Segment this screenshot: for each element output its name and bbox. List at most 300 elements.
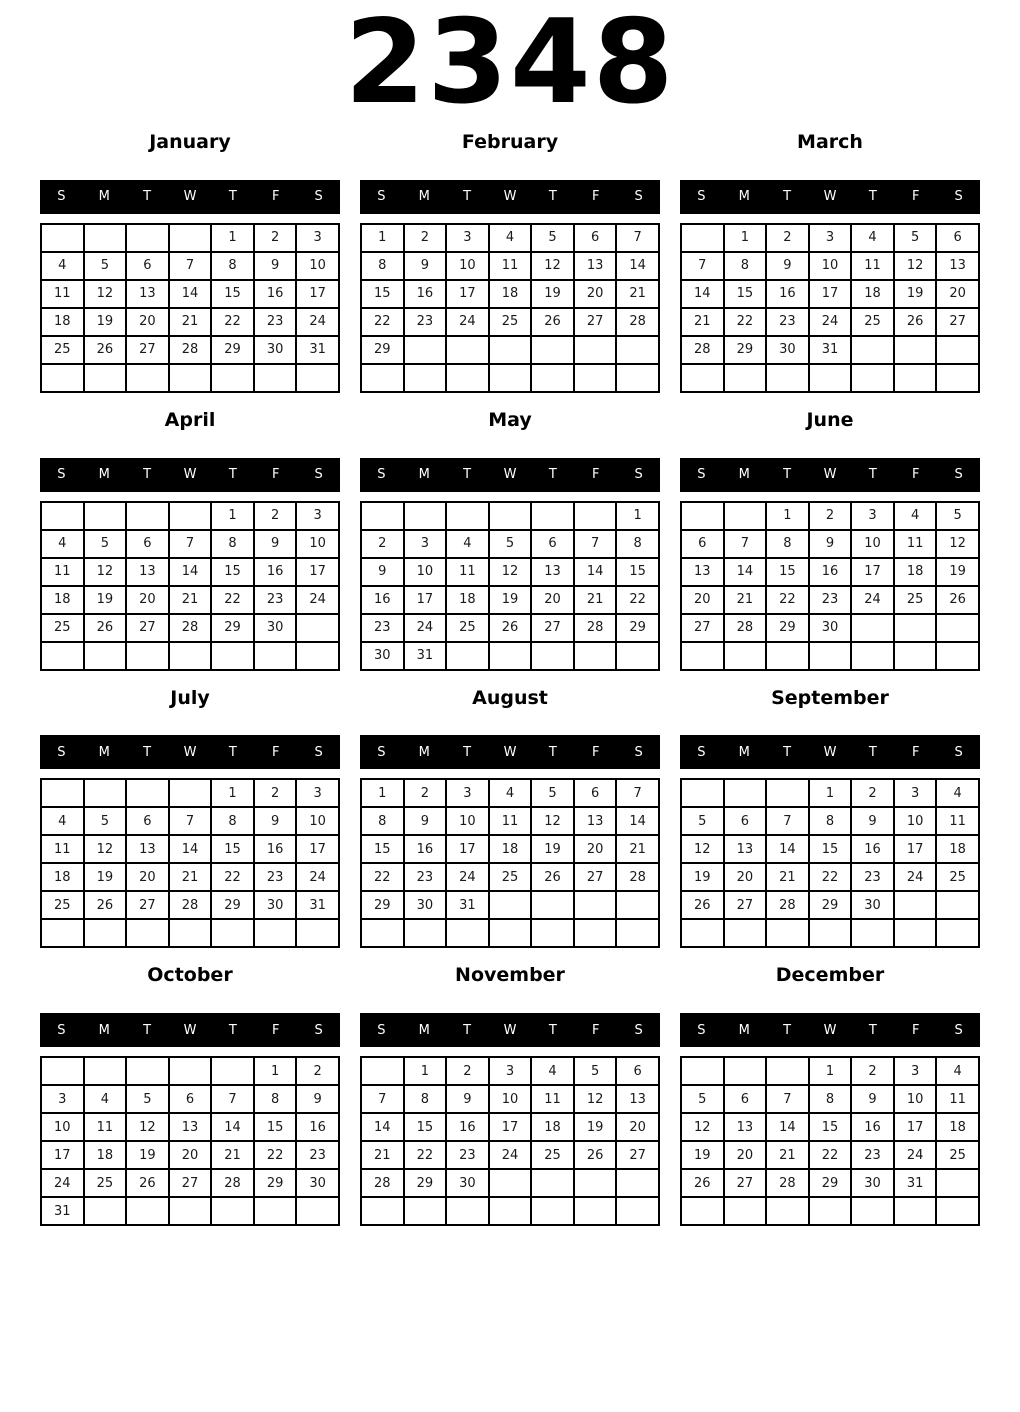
day-cell: 10	[296, 252, 339, 280]
day-cell	[574, 919, 617, 947]
day-cell: 17	[404, 586, 447, 614]
day-cell: 3	[894, 779, 937, 807]
day-cell: 17	[809, 280, 852, 308]
month-days-table	[360, 778, 660, 948]
day-cell: 23	[851, 1141, 894, 1169]
day-cell	[894, 364, 937, 392]
day-cell: 10	[296, 807, 339, 835]
day-cell: 23	[254, 863, 297, 891]
day-cell: 6	[126, 530, 169, 558]
day-cell: 12	[531, 252, 574, 280]
day-cell: 29	[211, 336, 254, 364]
weekday-label: T	[463, 1022, 472, 1038]
weekday-label: F	[911, 467, 920, 483]
day-cell	[84, 224, 127, 252]
week-row	[681, 1085, 979, 1113]
day-cell: 4	[84, 1085, 127, 1113]
month-title: December	[775, 964, 885, 987]
day-cell: 27	[169, 1169, 212, 1197]
week-row	[681, 1141, 979, 1169]
week-row	[41, 919, 339, 947]
day-cell	[936, 919, 979, 947]
day-cell: 6	[574, 779, 617, 807]
day-cell	[404, 336, 447, 364]
day-cell: 1	[211, 502, 254, 530]
day-cell	[936, 1169, 979, 1197]
day-cell: 18	[84, 1141, 127, 1169]
day-cell: 24	[296, 863, 339, 891]
day-cell: 8	[361, 252, 404, 280]
day-cell: 1	[809, 779, 852, 807]
day-cell: 26	[84, 336, 127, 364]
day-cell: 26	[126, 1169, 169, 1197]
day-cell	[936, 1197, 979, 1225]
day-cell: 5	[936, 502, 979, 530]
day-cell: 3	[446, 224, 489, 252]
day-cell	[574, 642, 617, 670]
day-cell: 19	[84, 308, 127, 336]
day-cell: 9	[404, 252, 447, 280]
day-cell: 2	[851, 1057, 894, 1085]
day-cell: 30	[296, 1169, 339, 1197]
weekday-label: T	[463, 467, 472, 483]
day-cell	[211, 642, 254, 670]
day-cell: 25	[489, 863, 532, 891]
day-cell: 11	[41, 280, 84, 308]
day-cell: 10	[851, 530, 894, 558]
day-cell: 14	[169, 558, 212, 586]
day-cell: 22	[809, 863, 852, 891]
month-days-table	[680, 1056, 980, 1226]
day-cell: 6	[126, 252, 169, 280]
day-cell	[489, 919, 532, 947]
day-cell: 10	[894, 1085, 937, 1113]
day-cell: 11	[446, 558, 489, 586]
week-row	[361, 558, 659, 586]
weekday-label: F	[591, 189, 600, 205]
weekday-header-bar	[40, 458, 340, 492]
day-cell	[724, 364, 767, 392]
day-cell: 25	[84, 1169, 127, 1197]
day-cell: 23	[404, 863, 447, 891]
week-row	[41, 224, 339, 252]
day-cell: 10	[446, 252, 489, 280]
day-cell: 30	[404, 891, 447, 919]
day-cell: 24	[489, 1141, 532, 1169]
day-cell	[531, 1197, 574, 1225]
day-cell: 7	[616, 779, 659, 807]
day-cell: 19	[84, 863, 127, 891]
week-row	[681, 530, 979, 558]
day-cell: 10	[296, 530, 339, 558]
day-cell: 15	[616, 558, 659, 586]
day-cell: 17	[296, 280, 339, 308]
weekday-label: T	[143, 744, 152, 760]
day-cell	[296, 1197, 339, 1225]
day-cell: 19	[894, 280, 937, 308]
day-cell: 5	[84, 807, 127, 835]
week-row	[361, 252, 659, 280]
day-cell	[126, 642, 169, 670]
day-cell: 7	[766, 807, 809, 835]
weekday-label: S	[314, 189, 323, 205]
week-row	[681, 1197, 979, 1225]
day-cell: 28	[681, 336, 724, 364]
day-cell: 22	[724, 308, 767, 336]
day-cell	[574, 502, 617, 530]
day-cell: 3	[809, 224, 852, 252]
day-cell	[766, 364, 809, 392]
day-cell: 11	[851, 252, 894, 280]
day-cell	[489, 642, 532, 670]
week-row	[361, 364, 659, 392]
weekday-label: W	[503, 189, 517, 205]
day-cell: 29	[211, 891, 254, 919]
weekday-header-bar	[360, 1013, 660, 1047]
day-cell: 25	[531, 1141, 574, 1169]
month-days-table	[360, 223, 660, 393]
day-cell	[126, 364, 169, 392]
day-cell: 8	[211, 530, 254, 558]
day-cell: 27	[126, 614, 169, 642]
week-row	[361, 919, 659, 947]
weekday-label: M	[738, 189, 750, 205]
week-row	[41, 308, 339, 336]
day-cell: 2	[254, 502, 297, 530]
day-cell: 3	[296, 779, 339, 807]
day-cell: 4	[489, 779, 532, 807]
day-cell: 8	[211, 807, 254, 835]
week-row	[361, 642, 659, 670]
day-cell: 27	[724, 1169, 767, 1197]
day-cell: 24	[404, 614, 447, 642]
day-cell: 29	[809, 1169, 852, 1197]
day-cell: 6	[574, 224, 617, 252]
day-cell: 13	[574, 807, 617, 835]
month-title: January	[149, 130, 231, 153]
day-cell: 3	[404, 530, 447, 558]
day-cell: 24	[296, 308, 339, 336]
day-cell	[724, 502, 767, 530]
week-row	[41, 891, 339, 919]
week-row	[361, 336, 659, 364]
day-cell: 16	[766, 280, 809, 308]
day-cell: 16	[361, 586, 404, 614]
day-cell	[211, 364, 254, 392]
day-cell: 1	[361, 224, 404, 252]
day-cell: 25	[41, 614, 84, 642]
day-cell: 19	[126, 1141, 169, 1169]
day-cell	[84, 1197, 127, 1225]
day-cell: 4	[489, 224, 532, 252]
day-cell	[851, 336, 894, 364]
day-cell: 18	[936, 1113, 979, 1141]
day-cell: 30	[254, 336, 297, 364]
day-cell: 3	[894, 1057, 937, 1085]
day-cell: 17	[851, 558, 894, 586]
day-cell: 30	[809, 614, 852, 642]
weekday-label: S	[697, 1022, 706, 1038]
day-cell	[531, 502, 574, 530]
day-cell: 5	[489, 530, 532, 558]
weekday-label: S	[377, 1022, 386, 1038]
day-cell: 3	[446, 779, 489, 807]
day-cell: 19	[936, 558, 979, 586]
day-cell: 23	[254, 586, 297, 614]
day-cell	[531, 336, 574, 364]
day-cell: 11	[41, 558, 84, 586]
day-cell: 21	[616, 280, 659, 308]
weekday-label: W	[503, 467, 517, 483]
weekday-label: T	[228, 467, 237, 483]
day-cell: 13	[574, 252, 617, 280]
week-row	[361, 586, 659, 614]
day-cell: 23	[404, 308, 447, 336]
day-cell: 14	[724, 558, 767, 586]
week-row	[41, 642, 339, 670]
weekday-label: W	[823, 744, 837, 760]
day-cell: 22	[211, 586, 254, 614]
day-cell	[296, 642, 339, 670]
day-cell: 20	[531, 586, 574, 614]
day-cell	[126, 224, 169, 252]
day-cell	[361, 919, 404, 947]
day-cell: 9	[254, 252, 297, 280]
day-cell: 23	[296, 1141, 339, 1169]
day-cell: 9	[254, 530, 297, 558]
day-cell: 14	[766, 1113, 809, 1141]
day-cell: 12	[84, 558, 127, 586]
day-cell: 30	[254, 614, 297, 642]
day-cell: 22	[404, 1141, 447, 1169]
day-cell: 7	[681, 252, 724, 280]
week-row	[41, 1197, 339, 1225]
day-cell: 20	[574, 835, 617, 863]
weekday-label: F	[911, 1022, 920, 1038]
day-cell: 30	[446, 1169, 489, 1197]
week-row	[361, 1197, 659, 1225]
day-cell: 13	[531, 558, 574, 586]
day-cell: 26	[681, 1169, 724, 1197]
year-title: 2348	[344, 0, 676, 130]
week-row	[361, 779, 659, 807]
day-cell: 13	[616, 1085, 659, 1113]
day-cell	[894, 336, 937, 364]
day-cell: 17	[894, 1113, 937, 1141]
day-cell: 28	[724, 614, 767, 642]
weekday-label: T	[228, 744, 237, 760]
day-cell: 25	[41, 891, 84, 919]
day-cell: 15	[766, 558, 809, 586]
day-cell: 14	[681, 280, 724, 308]
day-cell	[169, 642, 212, 670]
day-cell: 9	[404, 807, 447, 835]
day-cell	[126, 919, 169, 947]
day-cell: 16	[404, 835, 447, 863]
week-row	[361, 308, 659, 336]
month-title: April	[164, 408, 216, 431]
day-cell	[126, 1057, 169, 1085]
day-cell: 31	[446, 891, 489, 919]
day-cell: 27	[574, 308, 617, 336]
weekday-label: S	[57, 744, 66, 760]
day-cell: 13	[681, 558, 724, 586]
day-cell: 5	[681, 807, 724, 835]
day-cell	[936, 336, 979, 364]
weekday-label: S	[377, 467, 386, 483]
weekday-label: S	[634, 467, 643, 483]
day-cell	[404, 919, 447, 947]
weekday-label: S	[377, 744, 386, 760]
day-cell	[126, 502, 169, 530]
weekday-label: W	[823, 189, 837, 205]
day-cell: 26	[84, 891, 127, 919]
week-row	[681, 807, 979, 835]
weekday-label: T	[548, 1022, 557, 1038]
day-cell: 19	[681, 863, 724, 891]
weekday-header-bar	[680, 1013, 980, 1047]
day-cell	[446, 336, 489, 364]
month-title: June	[806, 408, 854, 431]
day-cell: 26	[936, 586, 979, 614]
week-row	[41, 280, 339, 308]
day-cell: 6	[724, 1085, 767, 1113]
day-cell	[84, 502, 127, 530]
day-cell: 4	[851, 224, 894, 252]
day-cell: 15	[809, 1113, 852, 1141]
day-cell: 31	[894, 1169, 937, 1197]
day-cell: 19	[84, 586, 127, 614]
day-cell: 25	[489, 308, 532, 336]
day-cell: 7	[616, 224, 659, 252]
weekday-label: T	[783, 744, 792, 760]
day-cell: 9	[766, 252, 809, 280]
day-cell	[169, 502, 212, 530]
month-days-table	[40, 223, 340, 393]
month-days-table	[680, 778, 980, 948]
day-cell	[936, 891, 979, 919]
day-cell: 2	[766, 224, 809, 252]
day-cell: 6	[936, 224, 979, 252]
weekday-label: S	[634, 1022, 643, 1038]
week-row	[361, 224, 659, 252]
week-row	[41, 1141, 339, 1169]
month-block	[40, 409, 340, 671]
day-cell: 28	[766, 891, 809, 919]
day-cell	[489, 336, 532, 364]
day-cell	[616, 919, 659, 947]
day-cell: 6	[126, 807, 169, 835]
day-cell: 12	[489, 558, 532, 586]
day-cell	[84, 1057, 127, 1085]
calendar-grid	[0, 125, 1020, 1226]
day-cell	[296, 614, 339, 642]
day-cell	[41, 1057, 84, 1085]
month-title: September	[771, 686, 889, 709]
day-cell	[169, 919, 212, 947]
week-row	[681, 779, 979, 807]
day-cell	[84, 364, 127, 392]
day-cell: 20	[169, 1141, 212, 1169]
day-cell: 31	[404, 642, 447, 670]
week-row	[361, 614, 659, 642]
weekday-label: T	[228, 189, 237, 205]
day-cell: 21	[169, 863, 212, 891]
day-cell: 3	[296, 502, 339, 530]
day-cell	[404, 364, 447, 392]
day-cell	[489, 502, 532, 530]
week-row	[361, 1057, 659, 1085]
day-cell: 26	[894, 308, 937, 336]
day-cell: 21	[169, 308, 212, 336]
weekday-label: T	[868, 744, 877, 760]
day-cell: 17	[446, 835, 489, 863]
weekday-label: M	[418, 467, 430, 483]
day-cell: 22	[809, 1141, 852, 1169]
day-cell: 18	[41, 586, 84, 614]
day-cell: 5	[681, 1085, 724, 1113]
week-row	[681, 835, 979, 863]
month-title: November	[455, 964, 565, 987]
day-cell: 15	[404, 1113, 447, 1141]
weekday-label: F	[911, 744, 920, 760]
day-cell	[809, 642, 852, 670]
week-row	[681, 642, 979, 670]
day-cell	[489, 891, 532, 919]
day-cell	[404, 1197, 447, 1225]
weekday-label: M	[738, 467, 750, 483]
day-cell: 3	[296, 224, 339, 252]
day-cell	[446, 364, 489, 392]
day-cell: 24	[446, 863, 489, 891]
day-cell	[126, 1197, 169, 1225]
week-row	[361, 530, 659, 558]
day-cell	[531, 891, 574, 919]
day-cell: 24	[894, 863, 937, 891]
day-cell: 26	[489, 614, 532, 642]
day-cell: 29	[724, 336, 767, 364]
weekday-label: S	[697, 189, 706, 205]
day-cell: 1	[211, 779, 254, 807]
day-cell	[851, 614, 894, 642]
week-row	[41, 1169, 339, 1197]
day-cell: 1	[211, 224, 254, 252]
week-row	[41, 1057, 339, 1085]
weekday-header-bar	[40, 735, 340, 769]
day-cell: 3	[41, 1085, 84, 1113]
day-cell	[616, 891, 659, 919]
day-cell: 11	[936, 1085, 979, 1113]
weekday-label: T	[463, 744, 472, 760]
day-cell: 25	[446, 614, 489, 642]
day-cell: 19	[489, 586, 532, 614]
month-title: October	[147, 964, 233, 987]
day-cell: 11	[936, 807, 979, 835]
day-cell: 29	[766, 614, 809, 642]
day-cell: 21	[681, 308, 724, 336]
day-cell: 12	[84, 280, 127, 308]
day-cell: 14	[574, 558, 617, 586]
day-cell: 3	[851, 502, 894, 530]
day-cell	[894, 614, 937, 642]
day-cell: 24	[894, 1141, 937, 1169]
day-cell: 25	[936, 863, 979, 891]
week-row	[681, 336, 979, 364]
day-cell: 22	[211, 863, 254, 891]
day-cell	[724, 1197, 767, 1225]
weekday-label: W	[183, 1022, 197, 1038]
month-block	[680, 131, 980, 393]
